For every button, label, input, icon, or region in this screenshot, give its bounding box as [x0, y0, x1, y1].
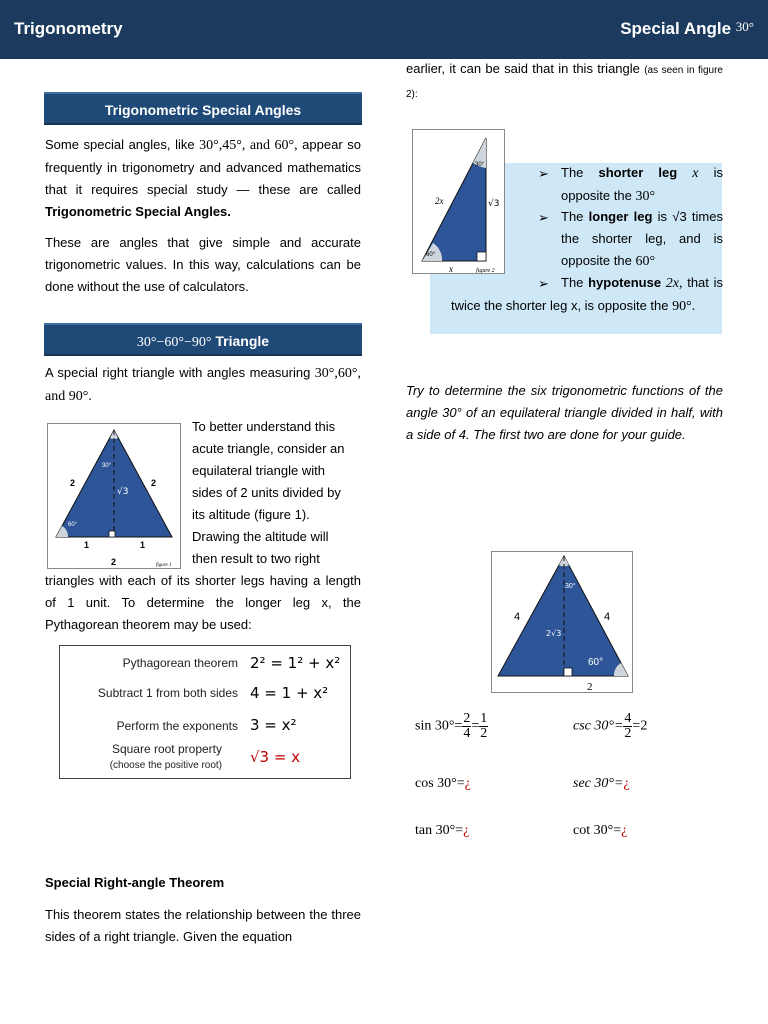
- equilateral-triangle-diagram: [48, 424, 180, 568]
- wrap-line: sides of 2 units divided by: [192, 485, 341, 500]
- triangle-intro-text: A special right triangle with angles measuring: [45, 365, 311, 380]
- bullet-text: is √3 times the shorter leg, and is opposite the: [561, 209, 723, 268]
- cos-row: [415, 776, 471, 792]
- bullet-text: that is twice the shorter leg x, is opposite the: [451, 275, 723, 313]
- fraction-numerator: 2: [463, 711, 471, 726]
- fig1-angle-left: 60°: [68, 522, 78, 528]
- step-equation: 4 = 1 + x²: [250, 684, 329, 702]
- fig3-altitude: 2√3: [546, 629, 562, 638]
- intro-text-rest: appear so frequently in trigonometry and advanced mathematics that it requires special study — these are called: [45, 137, 361, 197]
- bullet-shorter-leg: [561, 162, 723, 208]
- answer-blank[interactable]: ¿: [463, 823, 470, 838]
- exercise-triangle-diagram: [492, 552, 632, 692]
- tan-row: [415, 823, 469, 839]
- step-note: (choose the positive root): [109, 760, 222, 771]
- definition-paragraph: These are angles that give simple and accurate trigonometric values. In this way, calculations can be done without the use of calculators.: [45, 235, 361, 294]
- intro-text-start: Some special angles, like: [45, 137, 195, 152]
- continued-paragraph: [406, 58, 723, 106]
- bullet-arrow-icon: ➢: [538, 210, 549, 225]
- sec-label: sec 30°=: [573, 776, 624, 791]
- fig2-angle-bottom: 60°: [426, 252, 436, 258]
- sin-label: sin 30°=: [415, 718, 463, 734]
- cot-label: cot 30°=: [573, 823, 622, 838]
- bullet-angle: 30°: [635, 189, 656, 204]
- triangle-intro-angles: 30°,60°, and 90°.: [45, 366, 361, 404]
- csc-label: csc 30°=: [573, 718, 624, 734]
- bullet-term: longer leg: [588, 209, 653, 224]
- fig1-side-right: 2: [151, 478, 157, 488]
- bullet-text: The: [561, 209, 584, 224]
- triangle-intro: [45, 362, 361, 408]
- step-label: Pythagorean theorem: [122, 656, 238, 670]
- fig3-angle-right: 60°: [588, 657, 604, 668]
- fraction-denominator: 4: [463, 726, 471, 741]
- intro-paragraph: [45, 134, 361, 223]
- banner-triangle-label: Triangle: [215, 333, 270, 349]
- exercise-instructions: Try to determine the six trigonometric functions of the angle 30° of an equilateral triangle divided in half, with a side of 4. The first two are done for your guide.: [406, 383, 723, 442]
- intro-angles: 30°,45°, and 60°,: [199, 138, 298, 153]
- csc-value: =2: [632, 718, 648, 734]
- bullet-hypotenuse: [451, 272, 723, 318]
- bullet-text: The: [561, 275, 584, 290]
- fig3-side-left: 4: [514, 611, 521, 623]
- bullet-term: shorter leg: [598, 165, 678, 180]
- header-bar: [0, 0, 768, 59]
- continued-reference: (as seen in figure 2):: [406, 65, 723, 100]
- wrap-line: acute triangle, consider an: [192, 441, 345, 456]
- header-title: Trigonometry: [14, 19, 123, 38]
- bullet-arrow-icon: ➢: [538, 276, 549, 291]
- bullet-text: The: [561, 165, 584, 180]
- fig1-half-left: 1: [84, 540, 90, 550]
- figure-1: [47, 423, 181, 569]
- fig1-base: 2: [111, 557, 117, 567]
- banner-angles: 30°−60°−90°: [136, 335, 212, 350]
- fraction-denominator: 2: [624, 726, 632, 741]
- tan-label: tan 30°=: [415, 823, 464, 838]
- fig2-hyp: 2x: [435, 196, 444, 206]
- step-equation: 2² = 1² + x²: [250, 654, 341, 672]
- fig1-side-left: 2: [70, 478, 76, 488]
- fig3-side-right: 4: [604, 611, 611, 623]
- fig1-caption: figure 1: [156, 563, 172, 568]
- continued-text: earlier, it can be said that in this triangle: [406, 61, 640, 76]
- right-triangle-diagram: [413, 130, 504, 273]
- figure-1-explanation-cont: triangles with each of its shorter legs having a length of 1 unit. To determine the longer leg x, the Pythagorean theorem may be used:: [45, 573, 361, 632]
- bullet-math: 2x,: [665, 276, 683, 291]
- theorem-heading: Special Right-angle Theorem: [45, 875, 225, 890]
- chapter-degree: 30°: [735, 19, 754, 34]
- fraction-numerator: 4: [624, 711, 632, 726]
- wrap-line: then result to two right: [192, 551, 320, 566]
- wrap-line: equilateral triangle with: [192, 463, 325, 478]
- bullet-arrow-icon: ➢: [538, 166, 549, 181]
- section-banner-special-angles: Trigonometric Special Angles: [44, 92, 362, 125]
- answer-blank[interactable]: ¿: [464, 776, 471, 791]
- theorem-paragraph: This theorem states the relationship between the three sides of a right triangle. Given the equation: [45, 907, 361, 944]
- answer-blank[interactable]: ¿: [623, 776, 630, 791]
- fig1-angle-top: 30°: [102, 463, 112, 469]
- figure-1-explanation: [192, 416, 361, 570]
- step-equation: √3 = x: [250, 748, 301, 766]
- bullet-angle: 60°: [635, 254, 656, 269]
- answer-blank[interactable]: ¿: [621, 823, 628, 838]
- step-equation: 3 = x²: [250, 716, 297, 734]
- figure-3: [491, 551, 633, 693]
- step-label: Square root property: [111, 742, 222, 756]
- fig1-altitude: √3: [117, 487, 129, 497]
- bullet-longer-leg: [561, 206, 723, 273]
- wrap-line: To better understand this: [192, 419, 336, 434]
- cot-row: [573, 823, 627, 839]
- fig2-short-leg: x: [449, 264, 453, 273]
- bullet-math: x: [692, 166, 699, 181]
- intro-bold-term: Trigonometric Special Angles.: [45, 204, 231, 219]
- pythagorean-steps-box: [59, 645, 351, 779]
- fig3-angle-top: 30°: [565, 583, 576, 590]
- figure-2: [412, 129, 505, 274]
- section-banner-triangle: [44, 323, 362, 356]
- fig2-caption: figure 2: [476, 268, 495, 273]
- wrap-line: its altitude (figure 1).: [192, 507, 310, 522]
- fraction-numerator: 1: [480, 711, 488, 726]
- wrap-line: Drawing the altitude will: [192, 529, 329, 544]
- fig2-long-leg: √3: [488, 199, 500, 209]
- fig2-angle-top: 30°: [475, 162, 485, 168]
- sec-row: [573, 776, 630, 792]
- fraction-denominator: 2: [480, 726, 488, 741]
- header-chapter: [620, 19, 754, 39]
- step-label: Perform the exponents: [116, 719, 238, 733]
- bullet-term: hypotenuse: [588, 275, 662, 290]
- bullet-angle: 90°.: [672, 299, 696, 314]
- chapter-title: Special Angle: [620, 19, 732, 38]
- bullet-text: is opposite the: [561, 165, 723, 203]
- cos-label: cos 30°=: [415, 776, 465, 791]
- step-label: Subtract 1 from both sides: [97, 686, 238, 700]
- sin-row: sin 30°= $\frac{2}{4}$ = $\frac{1}{2}$: [415, 711, 488, 741]
- csc-row: [573, 712, 647, 741]
- fig3-base: 2: [587, 681, 593, 692]
- fig1-half-right: 1: [140, 540, 146, 550]
